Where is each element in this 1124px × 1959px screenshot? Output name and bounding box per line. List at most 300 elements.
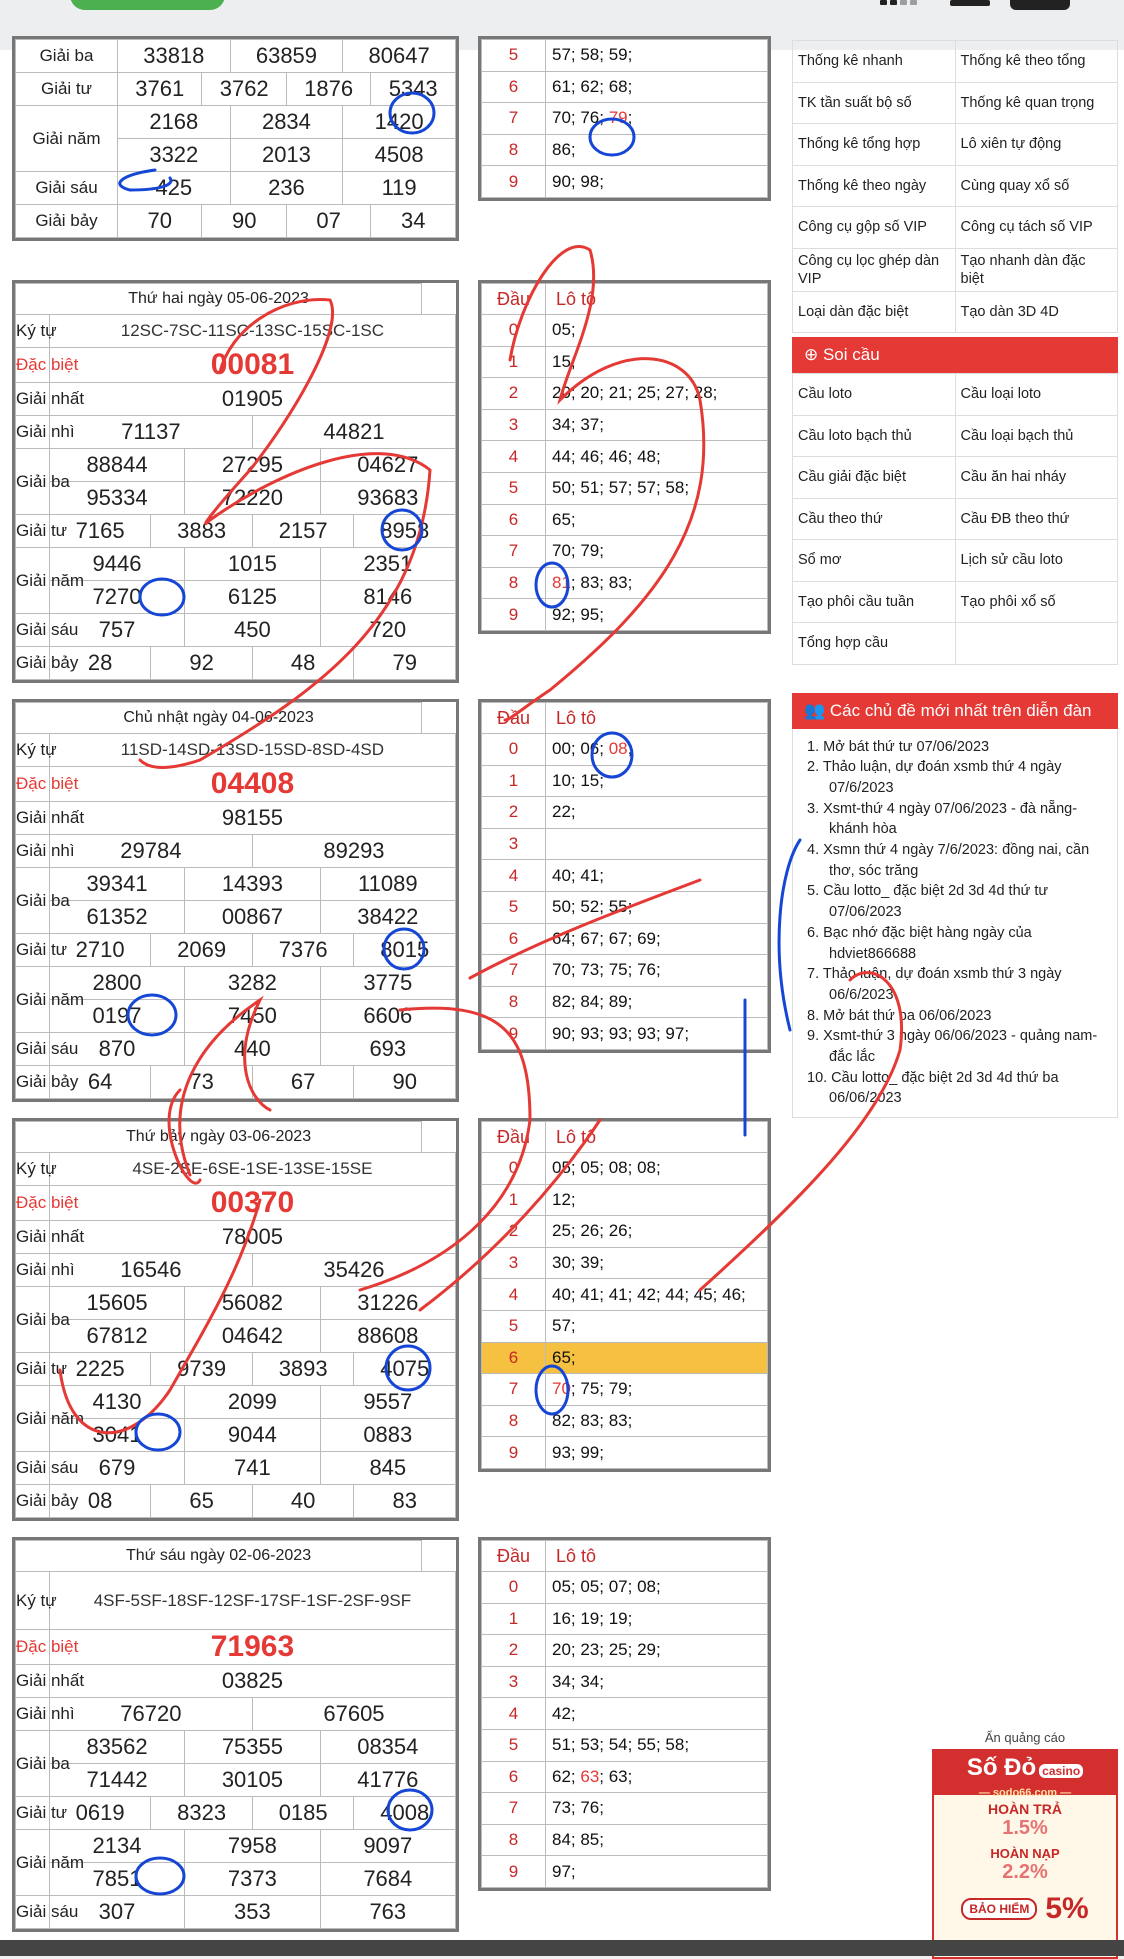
dau-digit: 6 xyxy=(482,71,546,103)
prize-row xyxy=(16,482,456,515)
ad-banner[interactable] xyxy=(932,1749,1118,1959)
prize-row xyxy=(16,1221,456,1254)
loto-text: 90; 93; 93; 93; 97; xyxy=(552,1023,690,1043)
prize-label: Giải bảy xyxy=(16,205,118,238)
dac-biet-label: Đặc biệt xyxy=(16,767,50,802)
soicau-link[interactable]: Tạo phôi xổ số xyxy=(955,581,1118,623)
loto-values xyxy=(546,734,768,766)
prize-number: 63859 xyxy=(230,40,343,73)
loto-values xyxy=(546,1761,768,1793)
loto-values xyxy=(546,1216,768,1248)
prize-number: 0619 xyxy=(49,1797,151,1830)
forum-topic-link[interactable]: 5. Cầu lotto_ đặc biệt 2d 3d 4d thứ tư 07/06/2023 xyxy=(807,883,1049,921)
soicau-link[interactable]: Lịch sử cầu loto xyxy=(955,540,1118,582)
dac-biet-value: 00370 xyxy=(49,1186,455,1221)
prize-number: 2225 xyxy=(49,1353,151,1386)
loto-text: 57; xyxy=(552,1316,576,1336)
prize-number: 56082 xyxy=(185,1287,320,1320)
dau-digit: 1 xyxy=(482,1184,546,1216)
soicau-link[interactable]: Sổ mơ xyxy=(793,540,956,582)
loto-row xyxy=(482,860,768,892)
loto-text: 70; 73; 75; 76; xyxy=(552,960,661,980)
result-grid xyxy=(15,1121,456,1518)
loto-row xyxy=(482,71,768,103)
ad-line-1: HOÀN TRẢ xyxy=(988,1801,1062,1817)
loto-text: 86; xyxy=(552,140,576,160)
loto-row xyxy=(482,103,768,135)
loto-values xyxy=(546,923,768,955)
prize-number: 3761 xyxy=(118,73,202,106)
prize-number: 236 xyxy=(230,172,343,205)
loto-row xyxy=(482,1698,768,1730)
loto-values xyxy=(546,1437,768,1469)
result-date-title: Thứ bảy ngày 03-06-2023 xyxy=(16,1122,422,1153)
loto-values xyxy=(546,765,768,797)
dau-digit: 8 xyxy=(482,134,546,166)
loto-values xyxy=(546,1310,768,1342)
dau-digit: 7 xyxy=(482,955,546,987)
soicau-link[interactable]: Cầu ăn hai nháy xyxy=(955,457,1118,499)
green-pill-button[interactable] xyxy=(70,0,225,10)
prize-number: 9557 xyxy=(320,1386,455,1419)
prize-number: 4130 xyxy=(49,1386,184,1419)
prize-row xyxy=(16,1033,456,1066)
prize-number: 30105 xyxy=(185,1764,320,1797)
soicau-link[interactable]: Cầu loto bạch thủ xyxy=(793,415,956,457)
loto-text: 64; 67; 67; 69; xyxy=(552,928,661,948)
prize-label: Giải nhì xyxy=(16,1698,50,1731)
dac-biet-label: Đặc biệt xyxy=(16,1630,50,1665)
loto-values xyxy=(546,1405,768,1437)
prize-number: 0185 xyxy=(252,1797,354,1830)
loto-text: ; xyxy=(627,739,633,759)
loto-values xyxy=(546,891,768,923)
prize-number: 35426 xyxy=(252,1254,455,1287)
prize-number: 38422 xyxy=(320,901,455,934)
loto-values xyxy=(546,1247,768,1279)
prize-number: 7376 xyxy=(252,934,354,967)
tools-link[interactable]: Thống kê theo tổng xyxy=(955,41,1118,83)
hide-ad-link[interactable]: Ẩn quảng cáo xyxy=(984,1730,1066,1745)
prize-row xyxy=(16,106,456,139)
prize-number: 4008 xyxy=(354,1797,456,1830)
loto-table xyxy=(478,699,771,1053)
dau-digit: 1 xyxy=(482,1603,546,1635)
dau-digit: 9 xyxy=(482,166,546,198)
result-date-title: Thứ sáu ngày 02-06-2023 xyxy=(16,1541,422,1572)
soicau-link[interactable]: Tạo phôi cầu tuần xyxy=(793,581,956,623)
loto-values xyxy=(546,1729,768,1761)
dau-digit: 5 xyxy=(482,472,546,504)
prize-number: 7165 xyxy=(49,515,151,548)
dau-digit: 5 xyxy=(482,891,546,923)
tools-link[interactable]: Loại dàn đặc biệt xyxy=(793,291,956,333)
prize-label: Giải năm xyxy=(16,967,50,1033)
loto-text: 92; 95; xyxy=(552,604,604,624)
loto-text: 51; 53; 54; 55; 58; xyxy=(552,1735,690,1755)
loto-row xyxy=(482,567,768,599)
dac-biet-value: 71963 xyxy=(49,1630,455,1665)
tools-link[interactable]: Tạo nhanh dàn đặc biệt xyxy=(955,248,1118,291)
loto-text: 50; 51; 57; 57; 58; xyxy=(552,478,690,498)
tools-link[interactable]: Thống kê tổng hợp xyxy=(793,124,956,166)
prize-number: 90 xyxy=(354,1066,456,1099)
prize-number: 3762 xyxy=(202,73,286,106)
loto-text: 70; 76; xyxy=(552,108,609,128)
prize-number: 48 xyxy=(252,647,354,680)
forum-topic-link[interactable]: 8. Mở bát thứ ba 06/06/2023 xyxy=(807,1007,992,1024)
result-date-title: Thứ hai ngày 05-06-2023 xyxy=(16,284,422,315)
dau-digit: 1 xyxy=(482,346,546,378)
tools-link[interactable]: Thống kê nhanh xyxy=(793,41,956,83)
prize-number: 757 xyxy=(49,614,184,647)
loto-values xyxy=(546,1698,768,1730)
ad-brand: Số Đỏ xyxy=(966,1754,1037,1781)
prize-row xyxy=(16,1066,456,1099)
prize-number: 1015 xyxy=(185,548,320,581)
loto-values xyxy=(546,346,768,378)
loto-text: ; 63; xyxy=(599,1766,633,1786)
prize-number: 440 xyxy=(185,1033,320,1066)
prize-number: 9739 xyxy=(151,1353,253,1386)
loto-text: 05; 05; 07; 08; xyxy=(552,1577,661,1597)
loto-row xyxy=(482,378,768,410)
prize-number: 2013 xyxy=(230,139,343,172)
prize-label: Giải nhì xyxy=(16,1254,50,1287)
prize-number: 67605 xyxy=(252,1698,455,1731)
prize-row xyxy=(16,802,456,835)
prize-number: 450 xyxy=(185,614,320,647)
loto-text: 15; xyxy=(552,351,576,371)
loto-grid xyxy=(481,1540,768,1888)
prize-number: 9446 xyxy=(49,548,184,581)
loto-text: 82; 83; 83; xyxy=(552,1411,633,1431)
result-table xyxy=(12,280,459,683)
loto-values xyxy=(546,1342,768,1374)
prize-number: 65 xyxy=(151,1485,253,1518)
loto-values xyxy=(546,409,768,441)
dau-digit: 6 xyxy=(482,923,546,955)
prize-number: 95334 xyxy=(49,482,184,515)
prize-number: 8015 xyxy=(354,934,456,967)
dau-digit: 4 xyxy=(482,860,546,892)
prize-number: 6606 xyxy=(320,1000,455,1033)
loto-values xyxy=(546,134,768,166)
tools-link[interactable]: Tạo dàn 3D 4D xyxy=(955,291,1118,333)
loto-table xyxy=(478,1537,771,1891)
loto-values xyxy=(546,1666,768,1698)
prize-number: 67812 xyxy=(49,1320,184,1353)
ad-line-3-value: 5% xyxy=(1045,1892,1089,1925)
prize-number: 0883 xyxy=(320,1419,455,1452)
prize-number: 2710 xyxy=(49,934,151,967)
dau-digit: 4 xyxy=(482,1698,546,1730)
result-table xyxy=(12,1537,459,1932)
prize-number: 39341 xyxy=(49,868,184,901)
ad-bottom-row xyxy=(934,1892,1116,1926)
dau-digit: 6 xyxy=(482,1761,546,1793)
tools-link[interactable]: Công cụ tách số VIP xyxy=(955,207,1118,249)
soicau-link[interactable]: Cầu loto xyxy=(793,374,956,416)
loto-row xyxy=(482,1342,768,1374)
kytu-value: 4SF-5SF-18SF-12SF-17SF-1SF-2SF-9SF xyxy=(49,1572,455,1630)
loto-text: 20; 20; 21; 25; 27; 28; xyxy=(552,383,718,403)
forum-topic-link[interactable]: 1. Mở bát thứ tư 07/06/2023 xyxy=(807,738,990,755)
prize-number: 01905 xyxy=(49,383,455,416)
prize-number: 307 xyxy=(49,1896,184,1929)
dau-header: Đầu xyxy=(482,1541,546,1572)
prize-label: Giải nhì xyxy=(16,835,50,868)
signal-icon xyxy=(880,0,887,5)
dau-digit: 3 xyxy=(482,828,546,860)
soicau-link[interactable]: Cầu giải đặc biệt xyxy=(793,457,956,499)
search-icon: ⊕ xyxy=(804,345,823,364)
tools-link[interactable]: Cùng quay xổ số xyxy=(955,165,1118,207)
prize-label: Giải tư xyxy=(16,73,118,106)
prize-number: 16546 xyxy=(49,1254,252,1287)
loto-values xyxy=(546,1374,768,1406)
prize-number: 04642 xyxy=(185,1320,320,1353)
forum-topic-link[interactable]: 2. Thảo luận, dự đoán xsmb thứ 4 ngày 07/6/2023 xyxy=(807,759,1062,796)
loto-text: 70; 79; xyxy=(552,541,604,561)
users-icon: 👥 xyxy=(804,700,830,720)
loto-row xyxy=(482,166,768,198)
forum-topic-link[interactable]: 9. Xsmt-thứ 3 ngày 06/06/2023 - quảng nam-đắc lắc xyxy=(807,1028,1098,1066)
prize-row xyxy=(16,614,456,647)
ad-line-2: HOÀN NẠP xyxy=(990,1846,1060,1861)
prize-number: 08 xyxy=(49,1485,151,1518)
forum-topic-link[interactable]: 10. Cầu lotto_ đặc biệt 2d 3d 4d thứ ba 06/06/2023 xyxy=(807,1069,1059,1107)
prize-label: Giải sáu xyxy=(16,1452,50,1485)
loto-row xyxy=(482,1635,768,1667)
prize-number: 9097 xyxy=(320,1830,455,1863)
loto-text: 82; 84; 89; xyxy=(552,992,633,1012)
prize-row xyxy=(16,1731,456,1764)
dau-digit: 3 xyxy=(482,409,546,441)
ad-domain: — sodo66.com — xyxy=(978,1787,1072,1799)
prize-number: 67 xyxy=(252,1066,354,1099)
dau-digit: 5 xyxy=(482,40,546,72)
loto-text: ; xyxy=(627,108,633,128)
prize-number: 8958 xyxy=(354,515,456,548)
prize-number: 75355 xyxy=(185,1731,320,1764)
loto-row xyxy=(482,1374,768,1406)
loto-values xyxy=(546,1635,768,1667)
prize-number: 92 xyxy=(151,647,253,680)
loto-text: 00; 06; xyxy=(552,739,609,759)
prize-row xyxy=(16,1452,456,1485)
dau-digit: 0 xyxy=(482,734,546,766)
prize-row xyxy=(16,1287,456,1320)
loto-row xyxy=(482,536,768,568)
loto-row xyxy=(482,1572,768,1604)
system-icons xyxy=(880,0,1080,12)
ad-line-1-value: 1.5% xyxy=(1002,1817,1048,1839)
loto-values xyxy=(546,504,768,536)
dau-digit: 2 xyxy=(482,378,546,410)
prize-label: Giải bảy xyxy=(16,647,50,680)
page-content xyxy=(0,43,1124,1940)
prize-number: 2834 xyxy=(230,106,343,139)
prize-row xyxy=(16,1254,456,1287)
kytu-value: 11SD-14SD-13SD-15SD-8SD-4SD xyxy=(49,734,455,767)
soicau-table xyxy=(792,373,1118,665)
tools-link[interactable]: Thống kê theo ngày xyxy=(793,165,956,207)
loto-text: 34; 34; xyxy=(552,1672,604,1692)
loto-text: 34; 37; xyxy=(552,415,604,435)
soicau-link[interactable]: Cầu ĐB theo thứ xyxy=(955,498,1118,540)
soicau-link[interactable]: Cầu theo thứ xyxy=(793,498,956,540)
loto-text: 30; 39; xyxy=(552,1253,604,1273)
result-date-title: Chủ nhật ngày 04-06-2023 xyxy=(16,703,422,734)
loto-special: 79 xyxy=(608,108,628,128)
prize-row xyxy=(16,449,456,482)
prize-row xyxy=(16,967,456,1000)
prize-number: 78005 xyxy=(49,1221,455,1254)
prize-row xyxy=(16,1830,456,1863)
prize-label: Giải ba xyxy=(16,1287,50,1353)
tools-table xyxy=(792,40,1118,333)
loto-row xyxy=(482,1437,768,1469)
soicau-link[interactable]: Tổng hợp cầu xyxy=(793,623,956,665)
prize-number: 2168 xyxy=(118,106,231,139)
dau-digit: 5 xyxy=(482,1310,546,1342)
loto-row xyxy=(482,1793,768,1825)
prize-row xyxy=(16,1764,456,1797)
ad-brand-tag: casino xyxy=(1039,1764,1083,1778)
prize-number: 83562 xyxy=(49,1731,184,1764)
prize-number: 27295 xyxy=(185,449,320,482)
loto-header: Lô tô xyxy=(546,703,768,734)
forum-topic-link[interactable]: 6. Bạc nhớ đặc biệt hàng ngày của hdviet866688 xyxy=(807,924,1032,962)
prize-row xyxy=(16,901,456,934)
loto-row xyxy=(482,734,768,766)
loto-row xyxy=(482,1216,768,1248)
prize-row xyxy=(16,73,456,106)
prize-label: Giải tư xyxy=(16,1353,50,1386)
loto-special: 70 xyxy=(552,1379,571,1399)
prize-number: 73 xyxy=(151,1066,253,1099)
battery-icon xyxy=(1010,0,1070,10)
dau-digit: 8 xyxy=(482,1824,546,1856)
prize-label: Giải ba xyxy=(16,868,50,934)
prize-label: Giải bảy xyxy=(16,1485,50,1518)
tools-link[interactable]: Lô xiên tự động xyxy=(955,124,1118,166)
soicau-link[interactable]: Cầu loại loto xyxy=(955,374,1118,416)
prize-label: Giải nhất xyxy=(16,802,50,835)
dau-digit: 0 xyxy=(482,315,546,347)
loto-row xyxy=(482,1666,768,1698)
prize-number: 11089 xyxy=(320,868,455,901)
prize-number: 72220 xyxy=(185,482,320,515)
dau-digit: 2 xyxy=(482,1216,546,1248)
loto-text: 57; 58; 59; xyxy=(552,45,633,65)
ad-line-2-value: 2.2% xyxy=(1002,1861,1048,1883)
signal-icon xyxy=(900,0,907,5)
prize-row xyxy=(16,1485,456,1518)
prize-number: 9044 xyxy=(185,1419,320,1452)
loto-text: 93; 99; xyxy=(552,1442,604,1462)
forum-topic-link[interactable]: 4. Xsmn thứ 4 ngày 7/6/2023: đồng nai, cần thơ, sóc trăng xyxy=(807,842,1090,879)
prize-number: 71137 xyxy=(49,416,252,449)
prize-number: 7450 xyxy=(185,1000,320,1033)
clock-icon xyxy=(950,0,990,6)
loto-values xyxy=(546,599,768,631)
prize-number: 353 xyxy=(185,1896,320,1929)
prize-label: Giải bảy xyxy=(16,1066,50,1099)
prize-number: 28 xyxy=(49,647,151,680)
forum-title: Các chủ đề mới nhất trên diễn đàn xyxy=(829,700,1092,720)
signal-icon xyxy=(910,0,917,5)
prize-number: 2134 xyxy=(49,1830,184,1863)
prize-number: 00867 xyxy=(185,901,320,934)
prize-label: Giải ba xyxy=(16,40,118,73)
result-grid xyxy=(15,1540,456,1929)
prize-number: 0197 xyxy=(49,1000,184,1033)
prize-number: 3883 xyxy=(151,515,253,548)
forum-topic-link[interactable]: 3. Xsmt-thứ 4 ngày 07/06/2023 - đà nẵng-khánh hòa xyxy=(807,800,1078,838)
tools-link[interactable]: Thống kê quan trọng xyxy=(955,82,1118,124)
loto-table xyxy=(478,280,771,634)
prize-row xyxy=(16,205,456,238)
loto-values xyxy=(546,1153,768,1185)
loto-text: ; 75; 79; xyxy=(570,1379,633,1399)
kytu-label: Ký tự xyxy=(16,1572,50,1630)
loto-text: 25; 26; 26; xyxy=(552,1221,633,1241)
loto-values xyxy=(546,1856,768,1888)
loto-text: 61; 62; 68; xyxy=(552,76,633,96)
tools-link[interactable]: Công cụ gộp số VIP xyxy=(793,207,956,249)
kytu-label: Ký tự xyxy=(16,734,50,767)
loto-row xyxy=(482,315,768,347)
prize-label: Giải nhất xyxy=(16,1665,50,1698)
loto-text: 65; xyxy=(552,509,576,529)
dau-header: Đầu xyxy=(482,1122,546,1153)
prize-label: Giải nhất xyxy=(16,1221,50,1254)
result-table xyxy=(12,36,459,241)
soicau-link[interactable]: Cầu loại bạch thủ xyxy=(955,415,1118,457)
tools-link[interactable]: Công cụ lọc ghép dàn VIP xyxy=(793,248,956,291)
dau-digit: 8 xyxy=(482,567,546,599)
prize-number: 41776 xyxy=(320,1764,455,1797)
right-sidebar xyxy=(792,40,1118,1118)
dau-digit: 6 xyxy=(482,504,546,536)
loto-table xyxy=(478,1118,771,1472)
prize-row xyxy=(16,1797,456,1830)
loto-text: 42; xyxy=(552,1703,576,1723)
result-grid xyxy=(15,702,456,1099)
prize-number: 80647 xyxy=(343,40,456,73)
prize-number: 7684 xyxy=(320,1863,455,1896)
loto-table xyxy=(478,36,771,201)
signal-icon xyxy=(890,0,897,5)
forum-topic-link[interactable]: 7. Thảo luận, dự đoán xsmb thứ 3 ngày 06/6/2023 xyxy=(807,966,1062,1003)
prize-number: 8323 xyxy=(151,1797,253,1830)
prize-number: 2157 xyxy=(252,515,354,548)
loto-text: 62; xyxy=(552,1766,581,1786)
tools-link[interactable]: TK tần suất bộ số xyxy=(793,82,956,124)
forum-header xyxy=(792,693,1118,729)
loto-row xyxy=(482,134,768,166)
loto-row xyxy=(482,346,768,378)
loto-row xyxy=(482,1153,768,1185)
loto-values xyxy=(546,567,768,599)
prize-number: 1876 xyxy=(286,73,370,106)
prize-label: Giải sáu xyxy=(16,1033,50,1066)
prize-number: 88608 xyxy=(320,1320,455,1353)
prize-row xyxy=(16,647,456,680)
loto-row xyxy=(482,1247,768,1279)
